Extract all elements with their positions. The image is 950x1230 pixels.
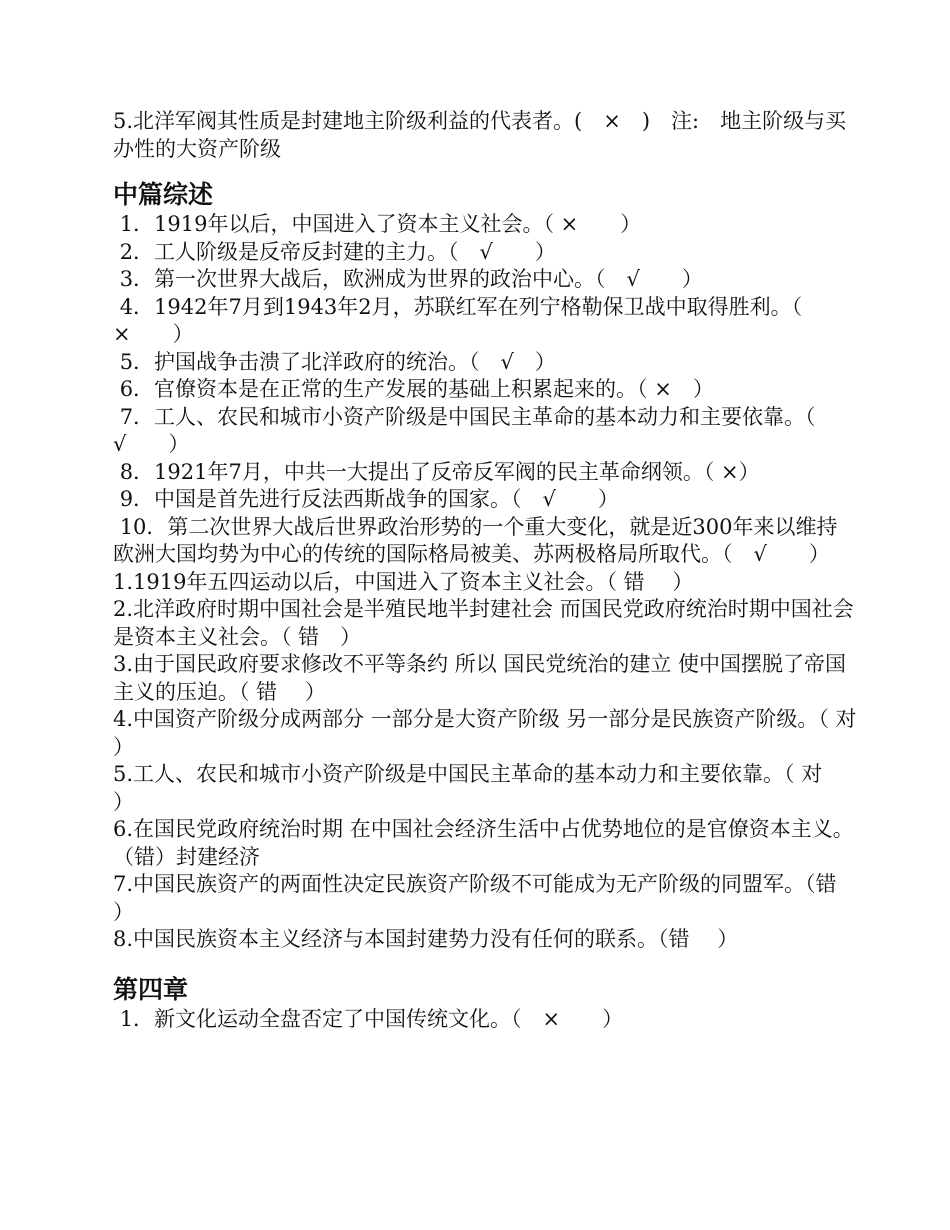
list-item: 4．1942年7月到1943年2月，苏联红军在列宁格勒保卫战中取得胜利。（ × ）	[113, 294, 824, 346]
spacer	[113, 163, 858, 179]
list-item: 1．1919年以后，中国进入了资本主义社会。（ × ）	[113, 212, 642, 236]
section-heading-chapter-4: 第四章	[113, 974, 189, 1004]
document-page	[113, 108, 885, 1033]
list-item: 5．护国战争击溃了北洋政府的统治。（ √ ）	[113, 349, 556, 374]
section-mid-list-b	[113, 569, 885, 954]
list-item: 4.中国资产阶级分成两部分 一部分是大资产阶级 另一部分是民族资产阶级。（ 对 ）	[113, 707, 885, 759]
spacer	[113, 954, 858, 974]
intro-question-5: 5.北洋军阀其性质是封建地主阶级利益的代表者。( × ) 注: 地主阶级与买办性的大资产阶级	[113, 109, 847, 161]
list-item: 7.中国民族资产的两面性决定民族资产阶级不可能成为无产阶级的同盟军。（错 ）	[113, 872, 865, 924]
list-item: 2.北洋政府时期中国社会是半殖民地半封建社会 而国民党政府统治时期中国社会是资本主义社会。（ 错 ）	[113, 597, 854, 649]
list-item: 8．1921年7月，中共一大提出了反帝反军阀的民主革命纲领。（ ×）	[113, 459, 760, 484]
list-item: 3.由于国民政府要求修改不平等条约 所以 国民党统治的建立 使中国摆脱了帝国主义的压迫。（ 错 ）	[113, 652, 847, 704]
list-item: 6．官僚资本是在正常的生产发展的基础上积累起来的。（ × ）	[113, 377, 714, 401]
list-item: 8.中国民族资本主义经济与本国封建势力没有任何的联系。（错 ）	[113, 927, 739, 951]
section-mid-list	[113, 211, 858, 569]
section-heading-mid: 中篇综述	[113, 180, 214, 209]
list-item: 2．工人阶级是反帝反封建的主力。（ √ ）	[113, 239, 556, 264]
list-item: 1．新文化运动全盘否定了中国传统文化。（ × ）	[113, 1006, 624, 1031]
list-item: 10．第二次世界大战后世界政治形势的一个重大变化，就是近300年来以维持欧洲大国均势为中心的传统的国际格局被美、苏两极格局所取代。（ √ ）	[113, 514, 838, 566]
list-item: 9．中国是首先进行反法西斯战争的国家。（ √ ）	[113, 487, 619, 511]
section-ch4-list	[113, 1006, 858, 1034]
list-item: 6.在国民党政府统治时期 在中国社会经济生活中占优势地位的是官僚资本主义。（错）封建经济	[113, 817, 854, 869]
list-item: 1.1919年五四运动以后，中国进入了资本主义社会。（ 错 ）	[113, 569, 694, 594]
list-item: 3．第一次世界大战后，欧洲成为世界的政治中心。（ √ ）	[113, 267, 703, 291]
list-item: 7．工人、农民和城市小资产阶级是中国民主革命的基本动力和主要依靠。（ √ ）	[113, 404, 837, 456]
list-item: 5.工人、农民和城市小资产阶级是中国民主革命的基本动力和主要依靠。（ 对 ）	[113, 762, 850, 814]
